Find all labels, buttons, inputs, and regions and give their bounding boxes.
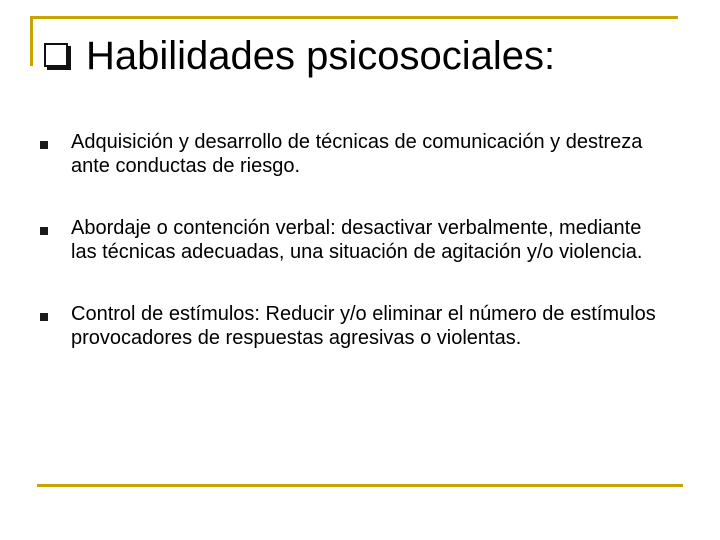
slide-title-text: Habilidades psicosociales:: [86, 34, 556, 78]
square-bullet-icon: [40, 313, 48, 321]
top-vertical-rule: [30, 16, 33, 66]
list-item: [40, 216, 680, 264]
checkbox-square-icon: [44, 43, 72, 71]
square-bullet-icon: [40, 227, 48, 235]
bullet-text: Adquisición y desarrollo de técnicas de comunicación y destreza ante conductas de riesgo.: [71, 131, 643, 177]
square-bullet-icon: [40, 141, 48, 149]
list-item: [40, 302, 680, 350]
bullet-text: Control de estímulos: Reducir y/o eliminar el número de estímulos provocadores de respuestas agresivas o violentas.: [71, 303, 656, 349]
slide-title: [44, 26, 555, 86]
top-horizontal-rule: [30, 16, 678, 19]
bullet-text: Abordaje o contención verbal: desactivar verbalmente, mediante las técnicas adecuadas, una situación de agitación y/o violencia.: [71, 217, 643, 263]
bottom-horizontal-rule: [37, 484, 683, 487]
bullet-list: [40, 130, 680, 388]
list-item: [40, 130, 680, 178]
